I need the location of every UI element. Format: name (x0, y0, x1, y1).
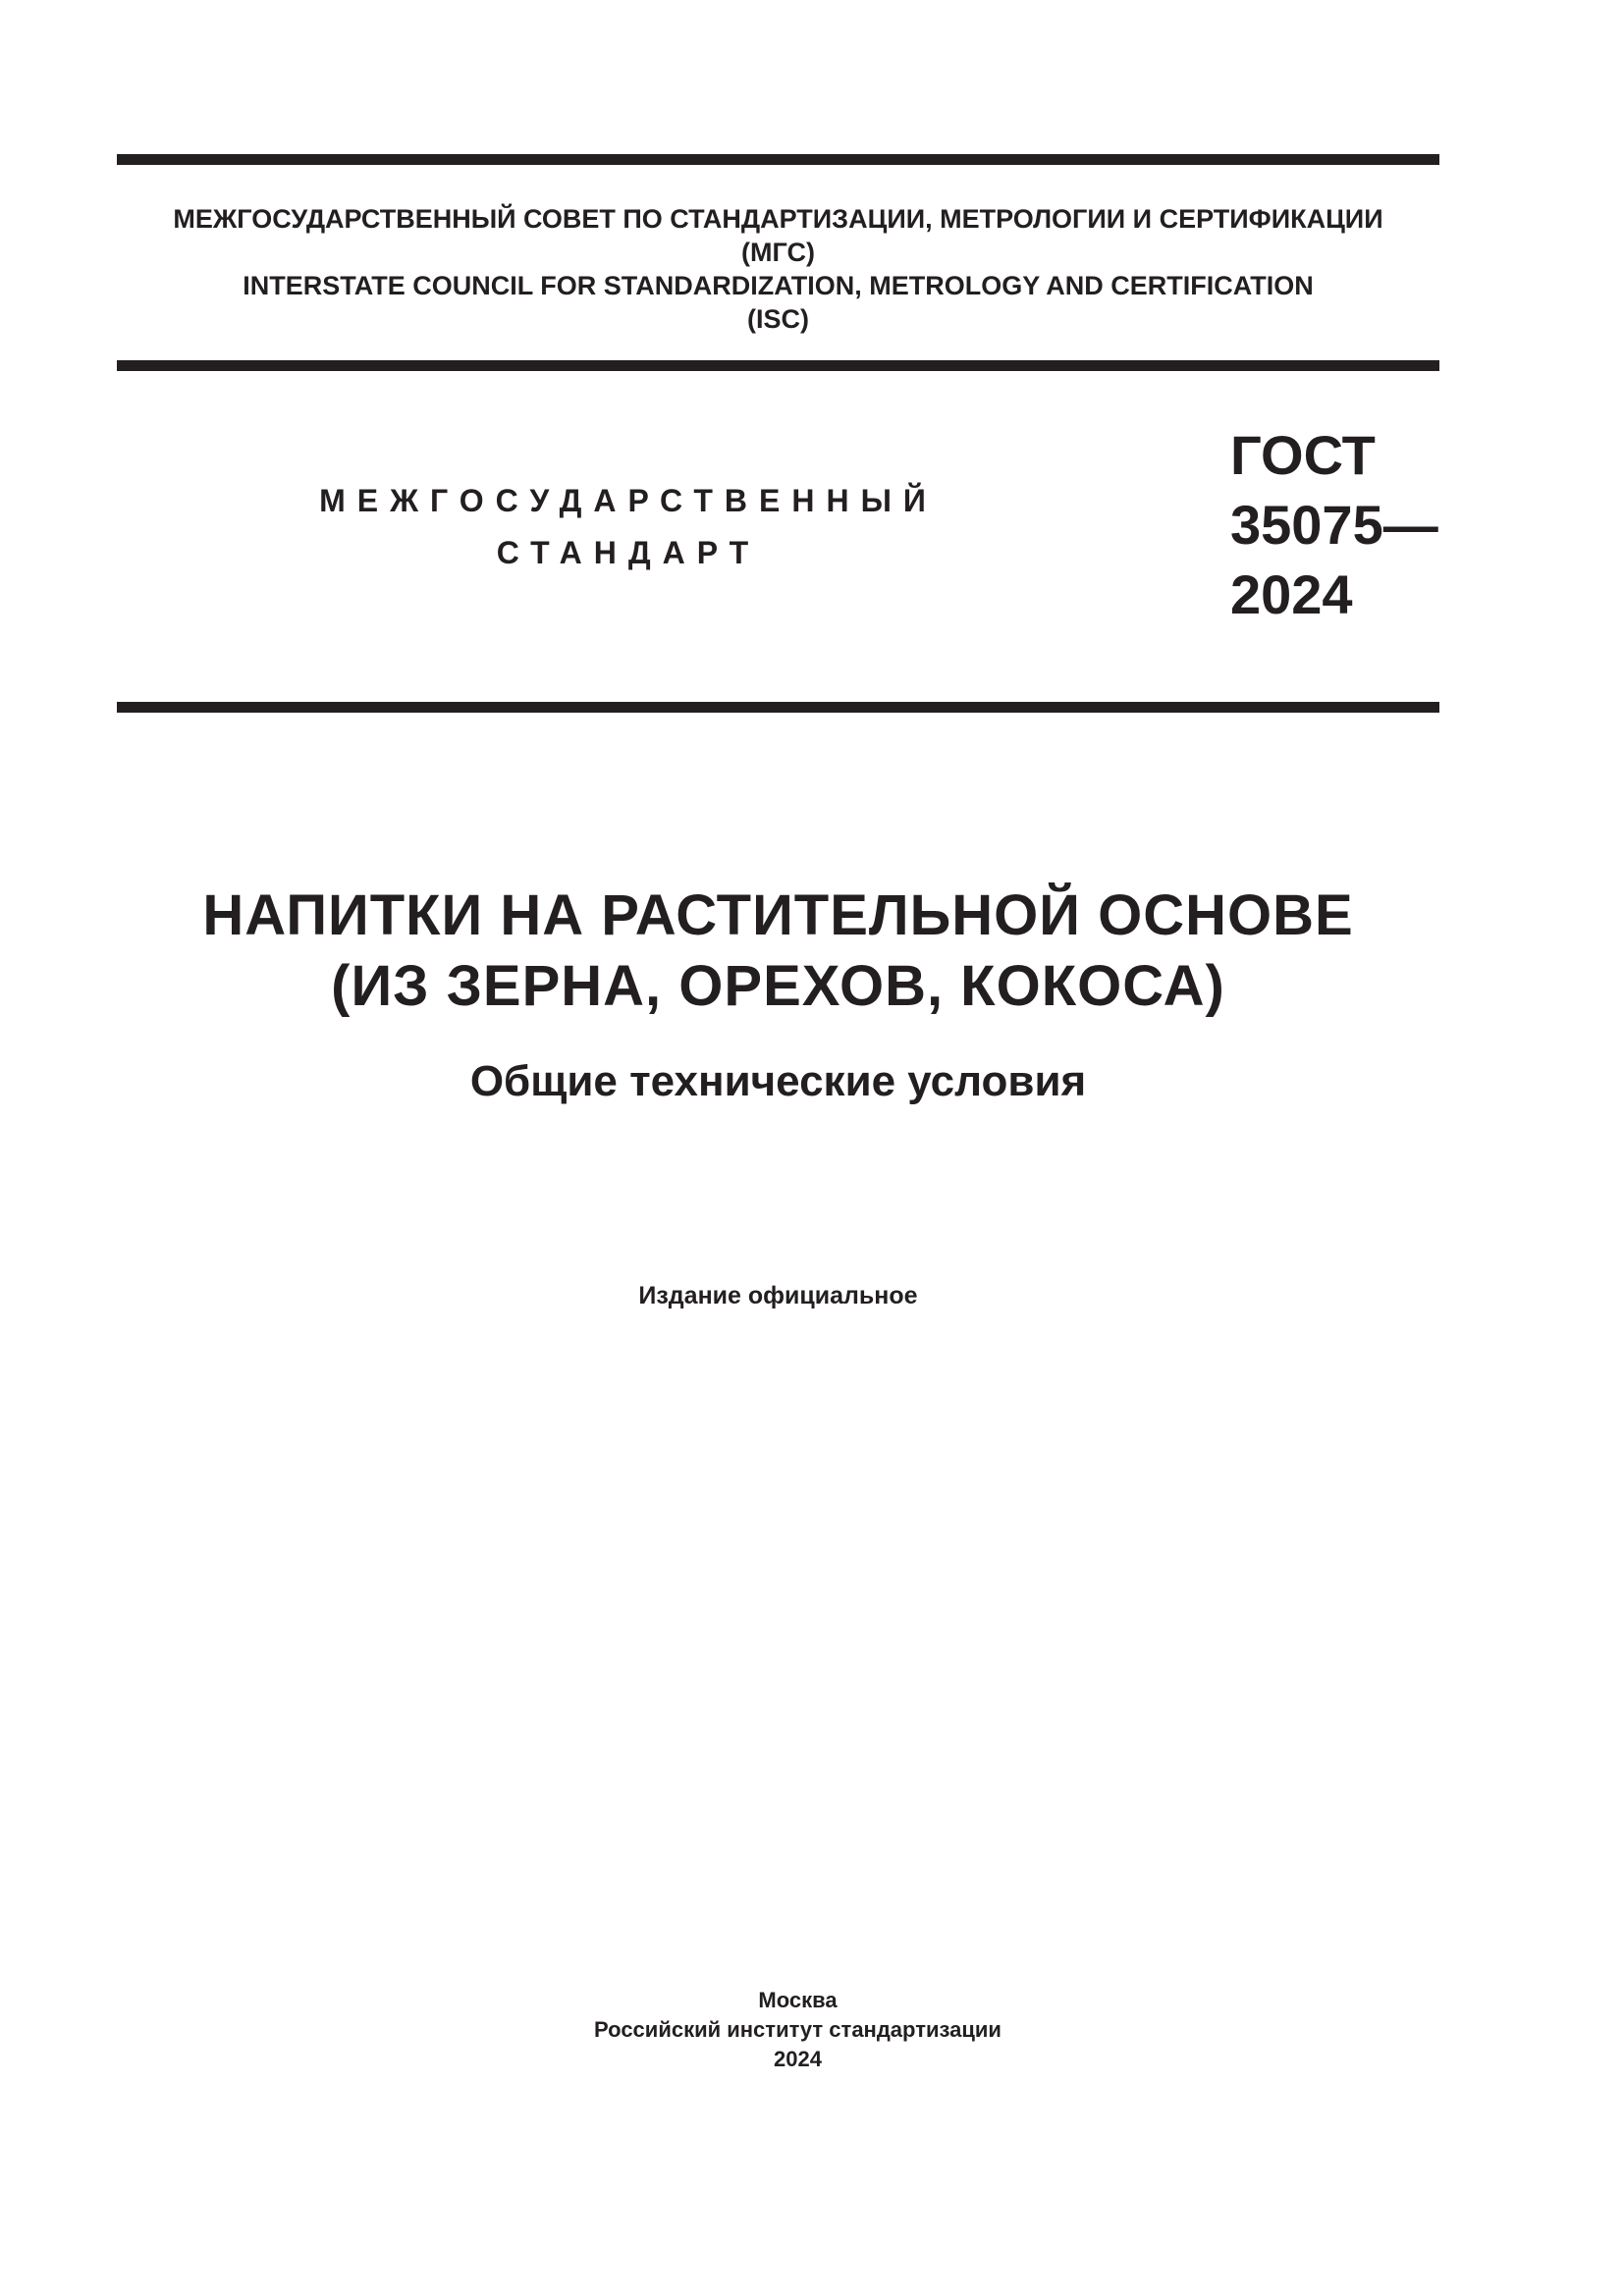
document-title (117, 881, 1439, 1022)
council-rule (117, 360, 1439, 371)
imprint-publisher: Российский институт стандартизации (594, 2017, 1001, 2042)
document-subtitle: Общие технические условия (469, 1057, 1087, 1105)
standard-code-line2: 35075— (1230, 494, 1438, 556)
standard-code (1230, 420, 1438, 629)
standard-code-line1: ГОСТ (1230, 424, 1376, 486)
standard-kind (196, 475, 1060, 579)
edition-note: Издание официальное (638, 1282, 918, 1309)
imprint-city: Москва (758, 1988, 838, 2012)
council-block (117, 202, 1439, 336)
council-name-en: INTERSTATE COUNCIL FOR STANDARDIZATION, METROLOGY AND CERTIFICATION (243, 271, 1314, 300)
imprint-year: 2024 (774, 2047, 822, 2071)
document-title-line2: (ИЗ ЗЕРНА, ОРЕХОВ, КОКОСА) (331, 954, 1225, 1018)
council-abbr-en: (ISC) (747, 304, 809, 334)
document-title-line1: НАПИТКИ НА РАСТИТЕЛЬНОЙ ОСНОВЕ (202, 883, 1354, 947)
council-abbr-ru: (МГС) (741, 238, 815, 267)
imprint (117, 1986, 1479, 2074)
standard-rule (117, 702, 1439, 713)
council-name-ru: МЕЖГОСУДАРСТВЕННЫЙ СОВЕТ ПО СТАНДАРТИЗАЦИИ, МЕТРОЛОГИИ И СЕРТИФИКАЦИИ (173, 204, 1383, 234)
top-rule (117, 154, 1439, 165)
standard-kind-line2: СТАНДАРТ (496, 535, 761, 570)
standard-code-line3: 2024 (1230, 563, 1353, 625)
standard-kind-line1: МЕЖГОСУДАРСТВЕННЫЙ (319, 483, 938, 518)
